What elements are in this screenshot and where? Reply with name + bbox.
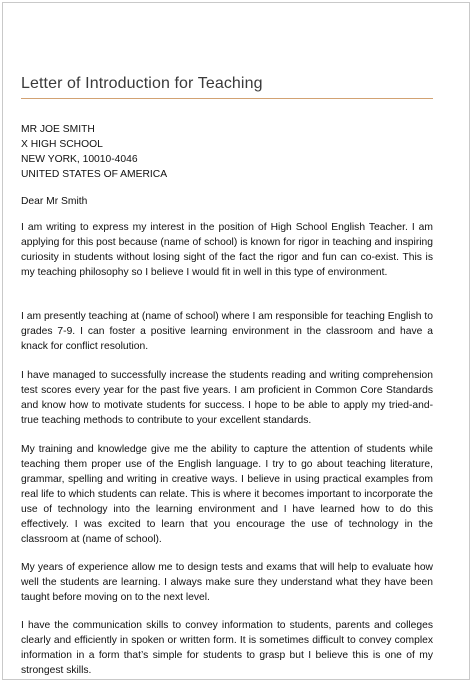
address-line-city: NEW YORK, 10010-4046 bbox=[21, 154, 138, 165]
address-line-country: UNITED STATES OF AMERICA bbox=[21, 169, 168, 180]
body-paragraph-5: My years of experience allow me to design tests and exams that will help to evaluate how well the students are learning. I always make sure they understand what they have been taught before moving on to the next level. bbox=[21, 562, 433, 603]
body-paragraph-3: I have managed to successfully increase the students reading and writing comprehension test scores every year for the past five years. I am proficient in Common Core Standards and know how to motivate students for success. I hope to be able to apply my tried-and-true teaching methods to contribute to your excellent standards. bbox=[21, 370, 433, 426]
title-divider bbox=[21, 98, 433, 99]
body-paragraph-4: My training and knowledge give me the ability to capture the attention of students while teaching them proper use of the English language. I try to go about teaching literature, grammar, spelling and writing in creative ways. I believe in using practical examples from real life to which students can relate. This is where it becomes important to incorporate the use of technology into the learning environment and I have learned how to do this effectively. I was excited to learn that you encourage the use of technology in the classroom at (name of school). bbox=[21, 444, 433, 545]
address-line-school: X HIGH SCHOOL bbox=[21, 139, 103, 150]
body-paragraph-6: I have the communication skills to convey information to students, parents and colleges clearly and efficiently in spoken or written form. It is sometimes difficult to convey complex information in a form that’s simple for students to grasp but I believe this is one of my strongest skills. bbox=[21, 620, 433, 676]
letter-page bbox=[2, 2, 470, 680]
document-title: Letter of Introduction for Teaching bbox=[21, 75, 263, 92]
recipient-address bbox=[21, 122, 167, 182]
salutation: Dear Mr Smith bbox=[21, 196, 88, 207]
body-paragraph-2: I am presently teaching at (name of school) where I am responsible for teaching English to grades 7-9. I can foster a positive learning environment in the classroom and have a knack for conflict resolution. bbox=[21, 311, 433, 352]
address-line-name: MR JOE SMITH bbox=[21, 124, 95, 135]
body-paragraph-1: I am writing to express my interest in the position of High School English Teacher. I am applying for this post because (name of school) is known for rigor in teaching and inspiring curiosity in students without losing sight of the fact the rigor and fun can co-exist. This is my teaching philosophy so I believe I would fit in well in this type of environment. bbox=[21, 222, 433, 278]
